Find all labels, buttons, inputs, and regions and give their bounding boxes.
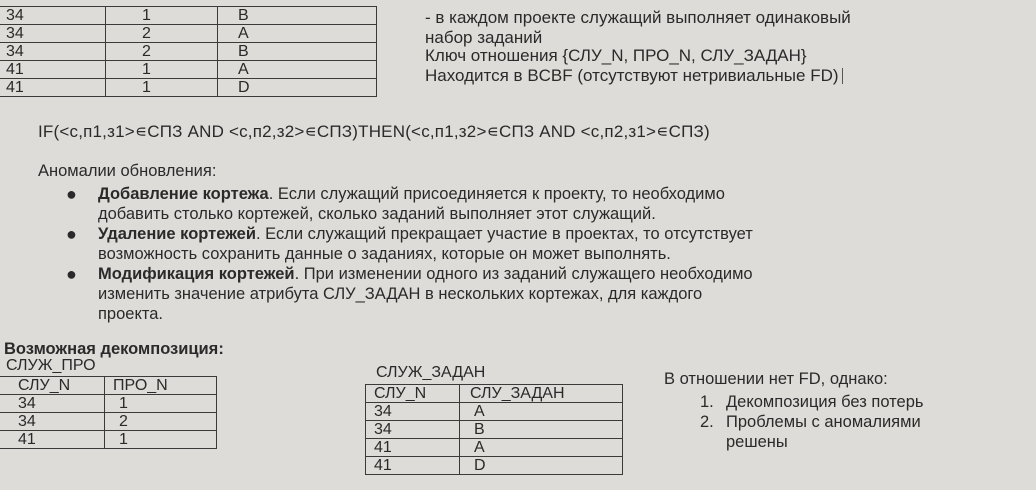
table-cell: 34 <box>366 421 460 439</box>
list-item <box>700 412 923 452</box>
sluzh-zadan-table <box>365 384 623 475</box>
table-row <box>0 7 377 25</box>
table-row <box>0 43 377 61</box>
anomaly-text: . При изменении одного из заданий служащего необходимо <box>294 265 753 283</box>
anomaly-text: . Если служащий прекращает участие в проектах, то отсутствует <box>256 225 753 243</box>
table-cell: 34 <box>366 403 460 421</box>
table-row <box>0 25 377 43</box>
table-cell: 41 <box>0 431 105 449</box>
anomalies-list <box>62 184 1032 324</box>
table-cell: 41 <box>366 439 460 457</box>
table-cell: 34 <box>0 413 105 431</box>
table-row <box>366 421 623 439</box>
table-row <box>0 61 377 79</box>
table-header-row <box>0 377 217 395</box>
table-cell: B <box>460 421 623 439</box>
normal-form-text <box>425 66 844 86</box>
table-name-sluzh-pro: СЛУЖ_ПРО <box>6 357 96 374</box>
table-cell: 41 <box>366 457 460 475</box>
table-cell: 34 <box>0 43 106 61</box>
table-name-sluzh-zadan: СЛУЖ_ЗАДАН <box>376 364 486 381</box>
list-text-continued: решены <box>726 433 788 451</box>
table-row <box>0 79 377 97</box>
table-row <box>366 439 623 457</box>
table-row <box>0 395 217 413</box>
list-number: 1. <box>700 393 714 411</box>
anomaly-text: добавить столько кортежей, сколько заданий выполняет этот служащий. <box>98 205 656 223</box>
table-row <box>0 431 217 449</box>
list-item <box>62 224 1032 264</box>
column-header: СЛУ_N <box>366 385 460 403</box>
column-header: ПРО_N <box>105 377 217 395</box>
sluzh-pro-table <box>0 376 217 449</box>
conclusion-heading: В отношении нет FD, однако: <box>664 370 888 388</box>
top-relation-table <box>0 6 377 97</box>
table-cell: D <box>460 457 623 475</box>
conclusion-list <box>700 392 923 452</box>
table-cell: 1 <box>105 395 217 413</box>
column-header: СЛУ_N <box>0 377 105 395</box>
table-cell: D <box>218 79 377 97</box>
table-header-row <box>366 385 623 403</box>
mvd-condition-text: IF(<c,п1,з1>∊СПЗ AND <c,п2,з2>∊СПЗ)THEN(<c,п1,з2>∊СПЗ AND <c,п2,з1>∊СПЗ) <box>38 122 710 141</box>
anomaly-title: Добавление кортежа <box>98 185 269 203</box>
table-cell: B <box>218 7 377 25</box>
table-cell: 2 <box>106 25 218 43</box>
normal-form-label: Находится в BCBF (отсутствуют нетривиальные FD) <box>425 66 839 85</box>
table-cell: 34 <box>0 7 106 25</box>
list-item <box>62 264 1032 324</box>
table-cell: 1 <box>106 79 218 97</box>
table-cell: 41 <box>0 79 106 97</box>
anomaly-text: изменить значение атрибута СЛУ_ЗАДАН в нескольких кортежах, для каждого <box>98 285 703 303</box>
anomaly-text: . Если служащий присоединяется к проекту, то необходимо <box>268 185 725 203</box>
bullet-icon: ● <box>66 264 77 284</box>
anomaly-text: возможность сохранить данные о заданиях, которые он может выполнять. <box>98 245 671 263</box>
bullet-icon: ● <box>66 224 77 244</box>
relation-key-text: Ключ отношения {СЛУ_N, ПРО_N, СЛУ_ЗАДАН} <box>425 46 807 65</box>
table-cell: 1 <box>105 431 217 449</box>
list-item <box>700 392 923 412</box>
table-cell: B <box>218 43 377 61</box>
column-header: СЛУ_ЗАДАН <box>460 385 623 403</box>
anomaly-text: проекта. <box>98 305 164 323</box>
table-cell: 1 <box>106 61 218 79</box>
table-cell: 2 <box>106 43 218 61</box>
table-row <box>0 413 217 431</box>
table-cell: 1 <box>106 7 218 25</box>
table-cell: 34 <box>0 395 105 413</box>
list-number: 2. <box>700 413 714 431</box>
decomposition-heading: Возможная декомпозиция: <box>4 340 224 358</box>
table-cell: A <box>218 25 377 43</box>
list-text: Декомпозиция без потерь <box>726 393 924 411</box>
anomaly-title: Удаление кортежей <box>98 225 257 243</box>
right-note-line-1: - в каждом проекте служащий выполняет одинаковый <box>425 8 851 27</box>
bullet-icon: ● <box>66 184 77 204</box>
anomalies-heading: Аномалии обновления: <box>38 162 217 180</box>
table-row <box>366 403 623 421</box>
list-item <box>62 184 1032 224</box>
table-cell: A <box>218 61 377 79</box>
table-row <box>366 457 623 475</box>
table-cell: 2 <box>105 413 217 431</box>
anomaly-title: Модификация кортежей <box>98 265 295 283</box>
table-cell: A <box>460 403 623 421</box>
text-cursor-icon <box>842 68 844 84</box>
table-cell: 41 <box>0 61 106 79</box>
table-cell: 34 <box>0 25 106 43</box>
list-text: Проблемы с аномалиями <box>726 413 921 431</box>
right-note-line-2: набор заданий <box>425 28 543 47</box>
table-cell: A <box>460 439 623 457</box>
